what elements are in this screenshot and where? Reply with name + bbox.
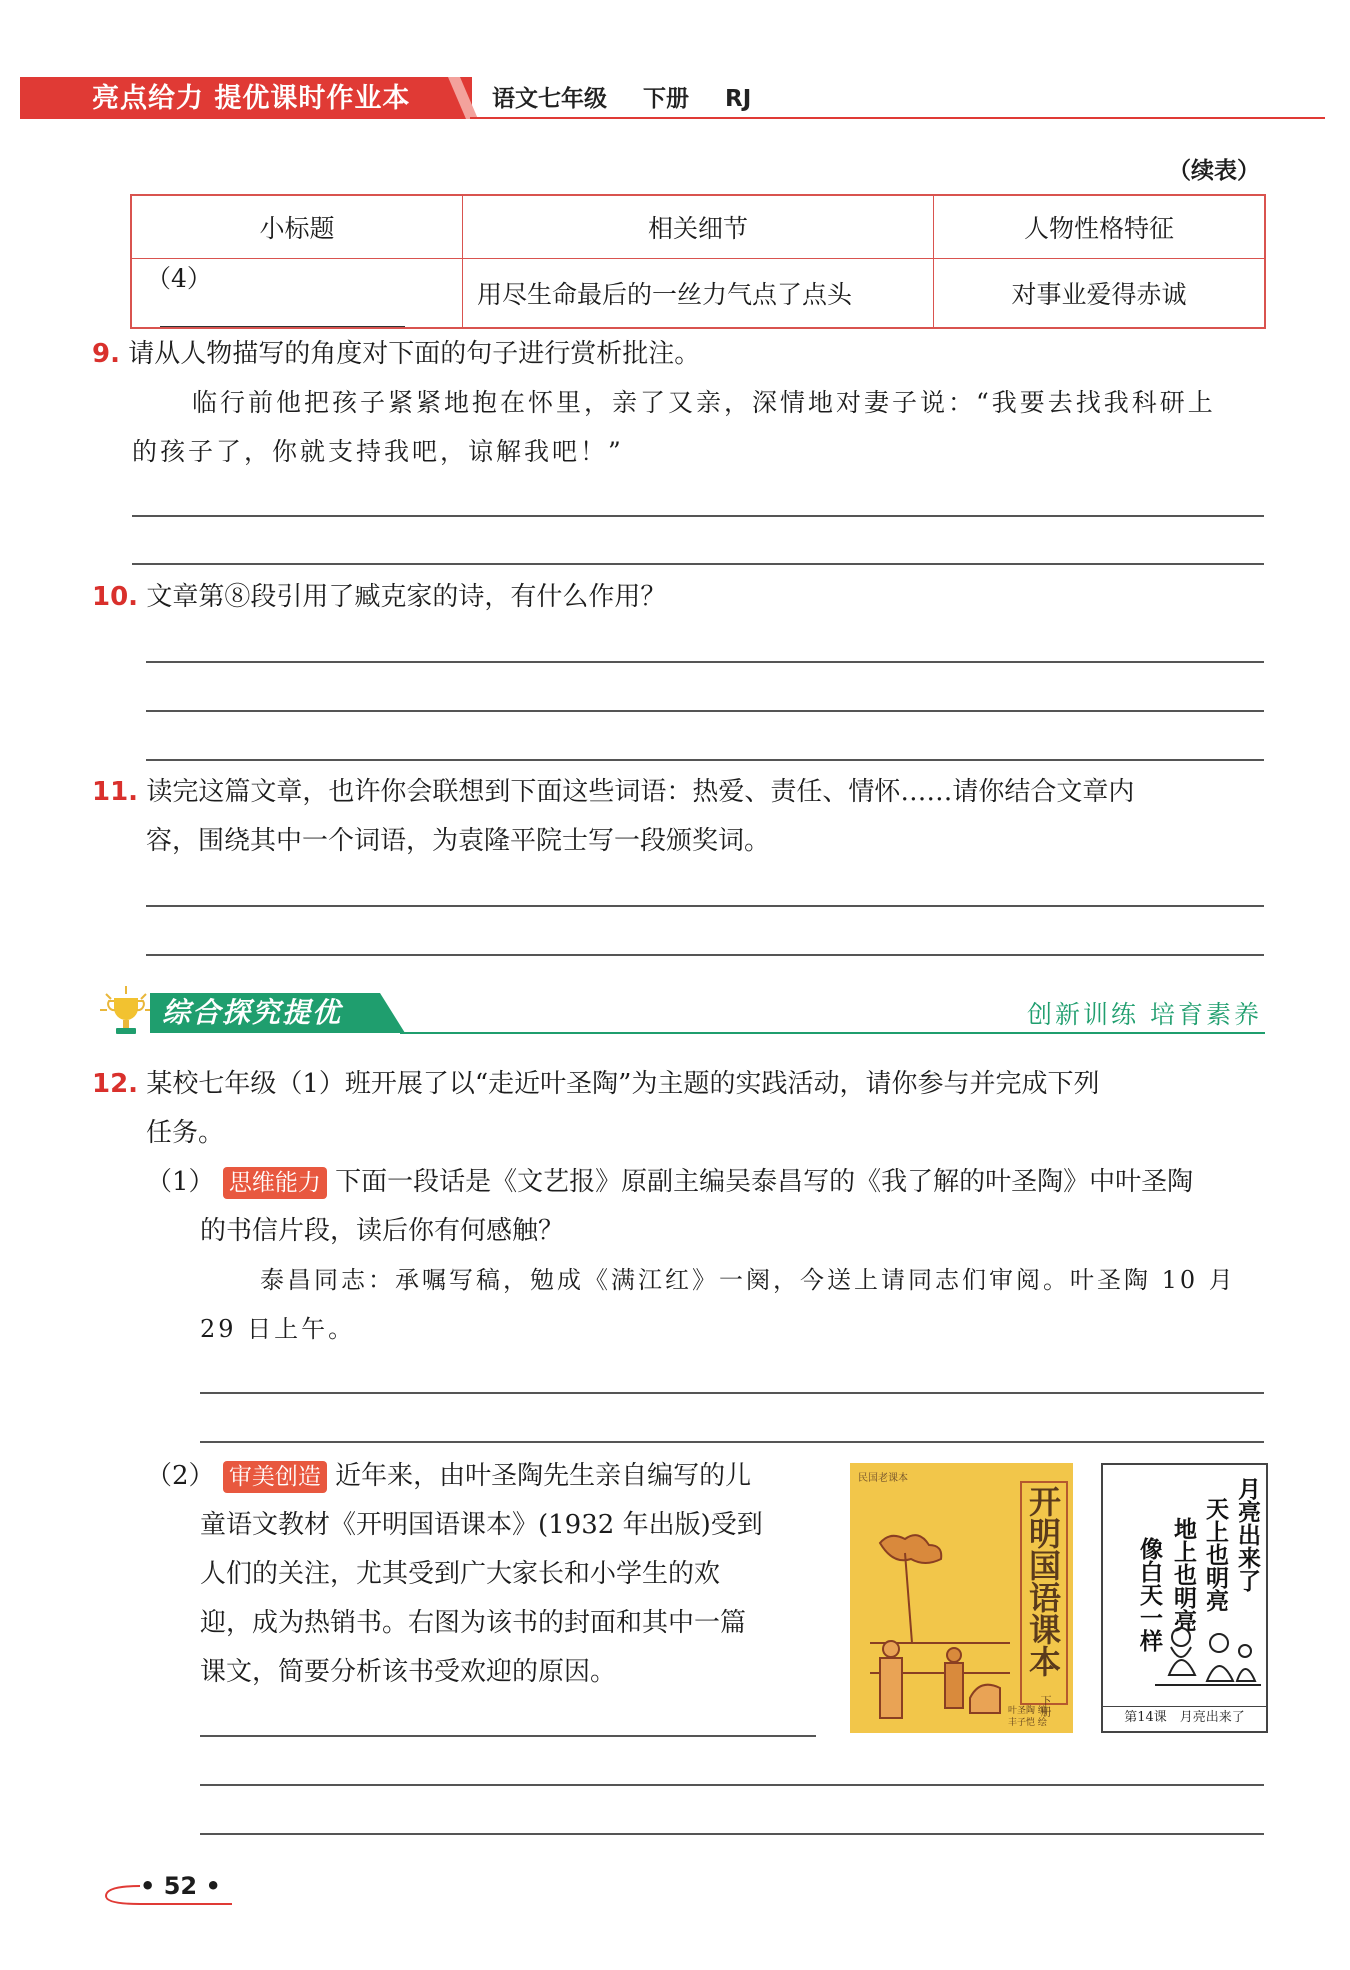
q9-quote-line-2: 的孩子了，你就支持我吧，谅解我吧！” (132, 437, 624, 466)
lesson-text-col-1: 月亮出来了 (1234, 1477, 1261, 1592)
question-11 (92, 768, 1134, 817)
q12-part-2 (146, 1452, 751, 1501)
table-header-row (131, 195, 1265, 259)
part-text: 下面一段话是《文艺报》原副主编吴泰昌写的《我了解的叶圣陶》中叶圣陶 (335, 1167, 1194, 1197)
q12-part-2-line-4: 迎，成为热销书。右图为该书的封面和其中一篇 (200, 1608, 747, 1638)
q12-part-2-line-3: 人们的关注，尤其受到广大家长和小学生的欢 (200, 1559, 721, 1589)
question-12-line-2: 任务。 (146, 1118, 225, 1148)
section-slogan: 创新训练 培育素养 (1027, 1000, 1262, 1029)
cover-top-text: 民国老课本 (858, 1473, 908, 1484)
question-9 (92, 330, 700, 379)
section-title: 综合探究提优 (162, 996, 343, 1029)
cover-title: 开明国语课本 (1024, 1485, 1062, 1677)
question-number: 9. (92, 339, 120, 369)
table-cell-detail: 用尽生命最后的一丝力气点了点头 (463, 259, 934, 329)
question-text: 请从人物描写的角度对下面的句子进行赏析批注。 (128, 339, 701, 369)
header-rule (470, 117, 1325, 119)
lesson-illustration (1151, 1615, 1263, 1695)
answer-line[interactable] (200, 1833, 1264, 1835)
answer-line[interactable] (132, 563, 1264, 565)
table-header-cell: 小标题 (131, 195, 463, 259)
skill-tag: 思维能力 (223, 1167, 327, 1199)
question-text: 读完这篇文章，也许你会联想到下面这些词语：热爱、责任、情怀……请你结合文章内 (146, 777, 1135, 807)
cover-volume: 下册 (1039, 1695, 1052, 1717)
cover-illustrator: 丰子恺 绘 (1008, 1718, 1047, 1728)
skill-tag: 审美创造 (223, 1461, 327, 1493)
letter-quote-line-1: 泰昌同志：承嘱写稿，勉成《满江红》一阕，今送上请同志们审阅。叶圣陶 10 月 (260, 1266, 1236, 1294)
question-number: 11. (92, 777, 139, 807)
cover-author: 叶圣陶 编 (1008, 1706, 1047, 1716)
question-number: 12. (92, 1069, 139, 1099)
answer-line[interactable] (146, 905, 1264, 907)
answer-line[interactable] (200, 1784, 1264, 1786)
q9-quote-line-1: 临行前他把孩子紧紧地抱在怀里，亲了又亲，深情地对妻子说：“我要去找我科研上 (192, 388, 1216, 417)
lesson-text-col-3: 地上也明亮 (1170, 1517, 1197, 1632)
answer-line[interactable] (200, 1441, 1264, 1443)
row-label: （4） (146, 264, 212, 293)
question-10 (92, 573, 666, 622)
lesson-text-col-4: 像白天一样 (1136, 1537, 1163, 1652)
question-text: 文章第⑧段引用了臧克家的诗，有什么作用？ (146, 582, 667, 612)
edition-label: RJ (725, 86, 752, 112)
answer-line[interactable] (200, 1735, 816, 1737)
table-row (131, 259, 1265, 329)
answer-blank[interactable] (160, 296, 405, 327)
book-info (492, 82, 779, 116)
trophy-icon (96, 982, 156, 1042)
section-rule (400, 1032, 1265, 1034)
answer-line[interactable] (146, 954, 1264, 956)
part-label: （1） (146, 1167, 215, 1197)
q12-part-2-line-5: 课文，简要分析该书受欢迎的原因。 (200, 1657, 617, 1687)
table-continued-label: （续表） (1168, 158, 1260, 184)
question-12 (92, 1060, 1099, 1109)
cover-illustration (850, 1523, 1015, 1733)
book-cover-image (850, 1463, 1073, 1733)
volume-label: 下册 (643, 86, 690, 112)
page-number: • 52 • (140, 1872, 221, 1900)
part-label: （2） (146, 1461, 215, 1491)
lesson-text-col-2: 天上也明亮 (1202, 1497, 1229, 1612)
q12-part-2-line-2: 童语文教材《开明国语课本》(1932 年出版)受到 (200, 1510, 763, 1540)
table-cell-subtitle (131, 259, 463, 329)
question-11-line-2: 容，围绕其中一个词语，为袁隆平院士写一段颁奖词。 (146, 826, 771, 856)
answer-line[interactable] (132, 515, 1264, 517)
answer-line[interactable] (200, 1392, 1264, 1394)
brand-title: 亮点给力 提优课时作业本 (92, 83, 411, 114)
table-cell-trait: 对事业爱得赤诚 (934, 259, 1266, 329)
letter-quote-line-2: 29 日上午。 (200, 1315, 356, 1343)
part-text: 近年来，由叶圣陶先生亲自编写的儿 (335, 1461, 752, 1491)
q12-part-1 (146, 1158, 1193, 1207)
lesson-caption: 第14课 月亮出来了 (1103, 1706, 1266, 1729)
subject-label: 语文七年级 (492, 86, 607, 112)
answer-line[interactable] (146, 661, 1264, 663)
table-header-cell: 人物性格特征 (934, 195, 1266, 259)
question-text: 某校七年级（1）班开展了以“走近叶圣陶”为主题的实践活动，请你参与并完成下列 (146, 1069, 1100, 1099)
answer-line[interactable] (146, 759, 1264, 761)
answer-line[interactable] (146, 710, 1264, 712)
q12-part-1-line-2: 的书信片段，读后你有何感触？ (200, 1216, 565, 1246)
question-number: 10. (92, 582, 139, 612)
table-header-cell: 相关细节 (463, 195, 934, 259)
lesson-page-image (1101, 1463, 1268, 1733)
character-table (130, 194, 1266, 329)
